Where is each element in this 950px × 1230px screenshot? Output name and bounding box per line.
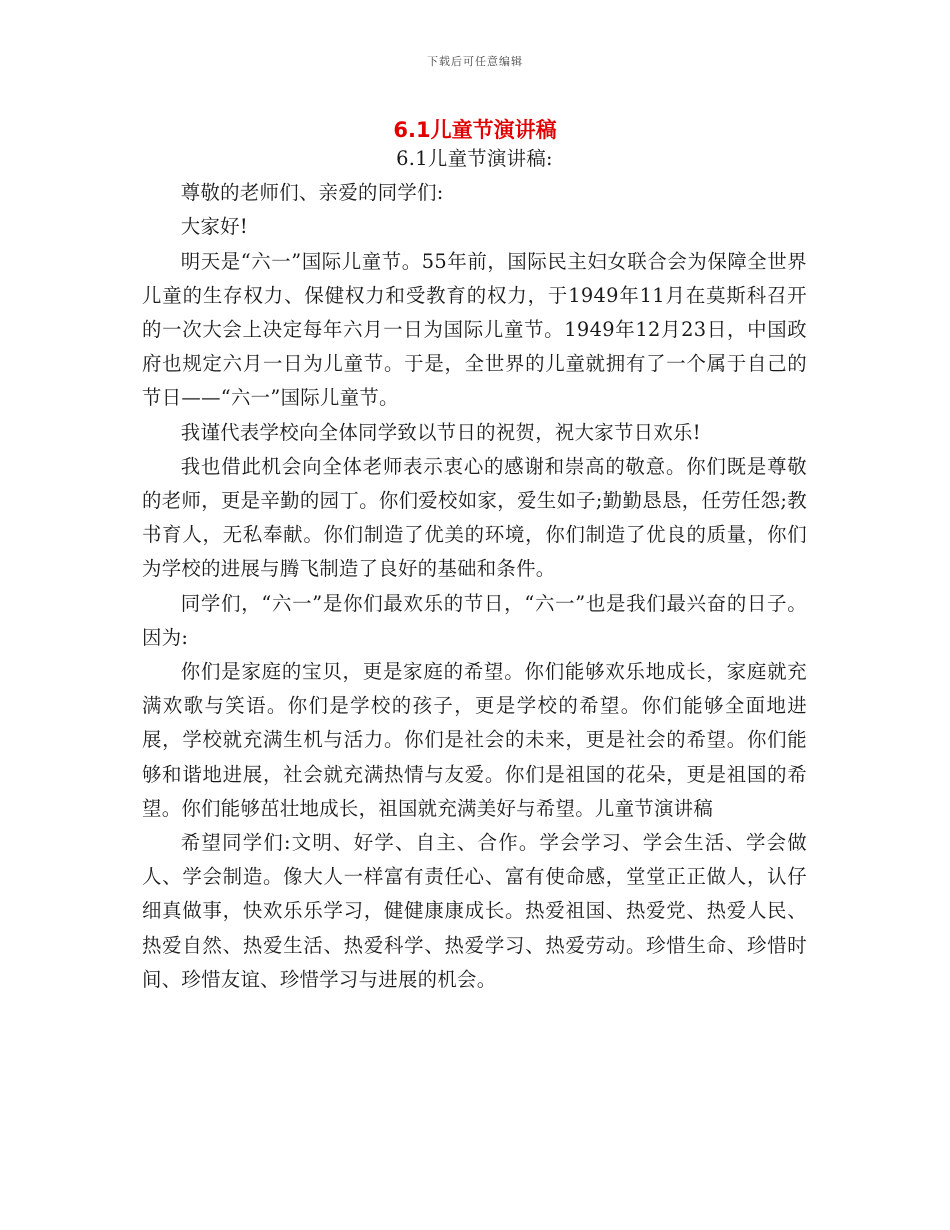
paragraph-teachers: 我也借此机会向全体老师表示衷心的感谢和崇高的敬意。你们既是尊敬的老师，更是辛勤的园丁。你们爱校如家，爱生如子;勤勤恳恳，任劳任怨;教书育人，无私奉献。你们制造了优美的环境，你们制造了优良的质量，你们为学校的进展与腾飞制造了良好的基础和条件。	[142, 454, 807, 581]
paragraph-congratulations: 我谨代表学校向全体同学致以节日的祝贺，祝大家节日欢乐!	[180, 420, 701, 444]
document-title: 6.1儿童节演讲稿	[393, 118, 557, 142]
document-body	[142, 142, 807, 997]
header-note: 下载后可任意编辑	[427, 55, 523, 68]
paragraph-students: 同学们，“六一”是你们最欢乐的节日，“六一”也是我们最兴奋的日子。因为:	[142, 591, 807, 649]
paragraph-wishes: 希望同学们:文明、好学、自主、合作。学会学习、学会生活、学会做人、学会制造。像大人一样富有责任心、富有使命感，堂堂正正做人，认仔细真做事，快欢乐乐学习，健健康康成长。热爱祖国、热爱党、热爱人民、热爱自然、热爱生活、热爱科学、热爱学习、热爱劳动。珍惜生命、珍惜时间、珍惜友谊、珍惜学习与进展的机会。	[142, 831, 807, 991]
paragraph-hello: 大家好!	[180, 215, 248, 239]
paragraph-greeting: 尊敬的老师们、亲爱的同学们:	[180, 181, 444, 205]
paragraph-history: 明天是“六一”国际儿童节。55年前，国际民主妇女联合会为保障全世界儿童的生存权力、保健权力和受教育的权力，于1949年11月在莫斯科召开的一次大会上决定每年六月一日为国际儿童节。1949年12月23日，中国政府也规定六月一日为儿童节。于是，全世界的儿童就拥有了一个属于自己的节日——“六一”国际儿童节。	[142, 249, 807, 410]
document-subtitle: 6.1儿童节演讲稿:	[396, 147, 553, 170]
paragraph-hope: 你们是家庭的宝贝，更是家庭的希望。你们能够欢乐地成长，家庭就充满欢歌与笑语。你们是学校的孩子，更是学校的希望。你们能够全面地进展，学校就充满生机与活力。你们是社会的未来，更是社会的希望。你们能够和谐地进展，社会就充满热情与友爱。你们是祖国的花朵，更是祖国的希望。你们能够茁壮地成长，祖国就充满美好与希望。儿童节演讲稿	[142, 660, 807, 820]
